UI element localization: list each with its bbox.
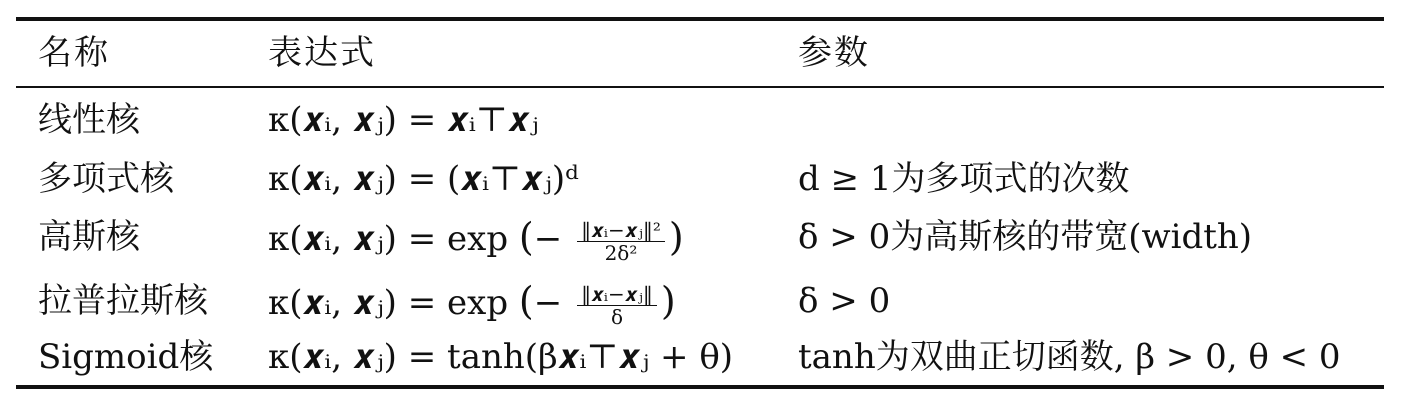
row-linear-expression: κ(𝒙ᵢ, 𝒙ⱼ) = 𝒙ᵢ⊤𝒙ⱼ xyxy=(268,100,539,140)
table-bottom-rule xyxy=(16,385,1384,389)
table-top-rule xyxy=(16,17,1384,21)
row-laplacian-parameter: δ > 0 xyxy=(798,281,891,321)
row-linear-name: 线性核 xyxy=(38,100,140,140)
laplacian-frac-denominator: δ xyxy=(610,304,623,329)
laplacian-expr-prefix: κ(𝒙ᵢ, 𝒙ⱼ) = exp xyxy=(268,283,509,323)
gaussian-expr-prefix: κ(𝒙ᵢ, 𝒙ⱼ) = exp xyxy=(268,219,509,259)
gaussian-fraction xyxy=(577,219,665,264)
row-laplacian-name: 拉普拉斯核 xyxy=(38,281,208,321)
row-laplacian-expression xyxy=(268,281,676,328)
header-name: 名称 xyxy=(38,33,110,73)
row-gaussian-parameter: δ > 0为高斯核的带宽(width) xyxy=(798,217,1253,257)
row-polynomial-expression: κ(𝒙ᵢ, 𝒙ⱼ) = (𝒙ᵢ⊤𝒙ⱼ)ᵈ xyxy=(268,159,579,199)
open-paren: ( xyxy=(518,215,534,259)
table-mid-rule xyxy=(16,86,1384,88)
minus-sign: − xyxy=(533,219,563,259)
close-paren: ) xyxy=(668,215,684,259)
row-polynomial-parameter: d ≥ 1为多项式的次数 xyxy=(798,159,1130,199)
laplacian-fraction xyxy=(577,283,657,328)
minus-sign: − xyxy=(533,283,563,323)
row-sigmoid-name: Sigmoid核 xyxy=(38,337,214,377)
close-paren: ) xyxy=(660,279,676,323)
row-gaussian-expression xyxy=(268,217,684,264)
laplacian-frac-numerator: ‖𝒙ᵢ−𝒙ⱼ‖ xyxy=(577,283,657,306)
row-sigmoid-expression: κ(𝒙ᵢ, 𝒙ⱼ) = tanh(β𝒙ᵢ⊤𝒙ⱼ + θ) xyxy=(268,337,734,377)
gaussian-frac-numerator: ‖𝒙ᵢ−𝒙ⱼ‖² xyxy=(577,219,665,242)
row-gaussian-name: 高斯核 xyxy=(38,217,140,257)
row-sigmoid-parameter: tanh为双曲正切函数, β > 0, θ < 0 xyxy=(798,337,1341,377)
header-parameter: 参数 xyxy=(798,33,870,73)
gaussian-frac-denominator: 2δ² xyxy=(604,240,638,265)
header-expression: 表达式 xyxy=(268,33,376,73)
row-polynomial-name: 多项式核 xyxy=(38,159,174,199)
open-paren: ( xyxy=(518,279,534,323)
